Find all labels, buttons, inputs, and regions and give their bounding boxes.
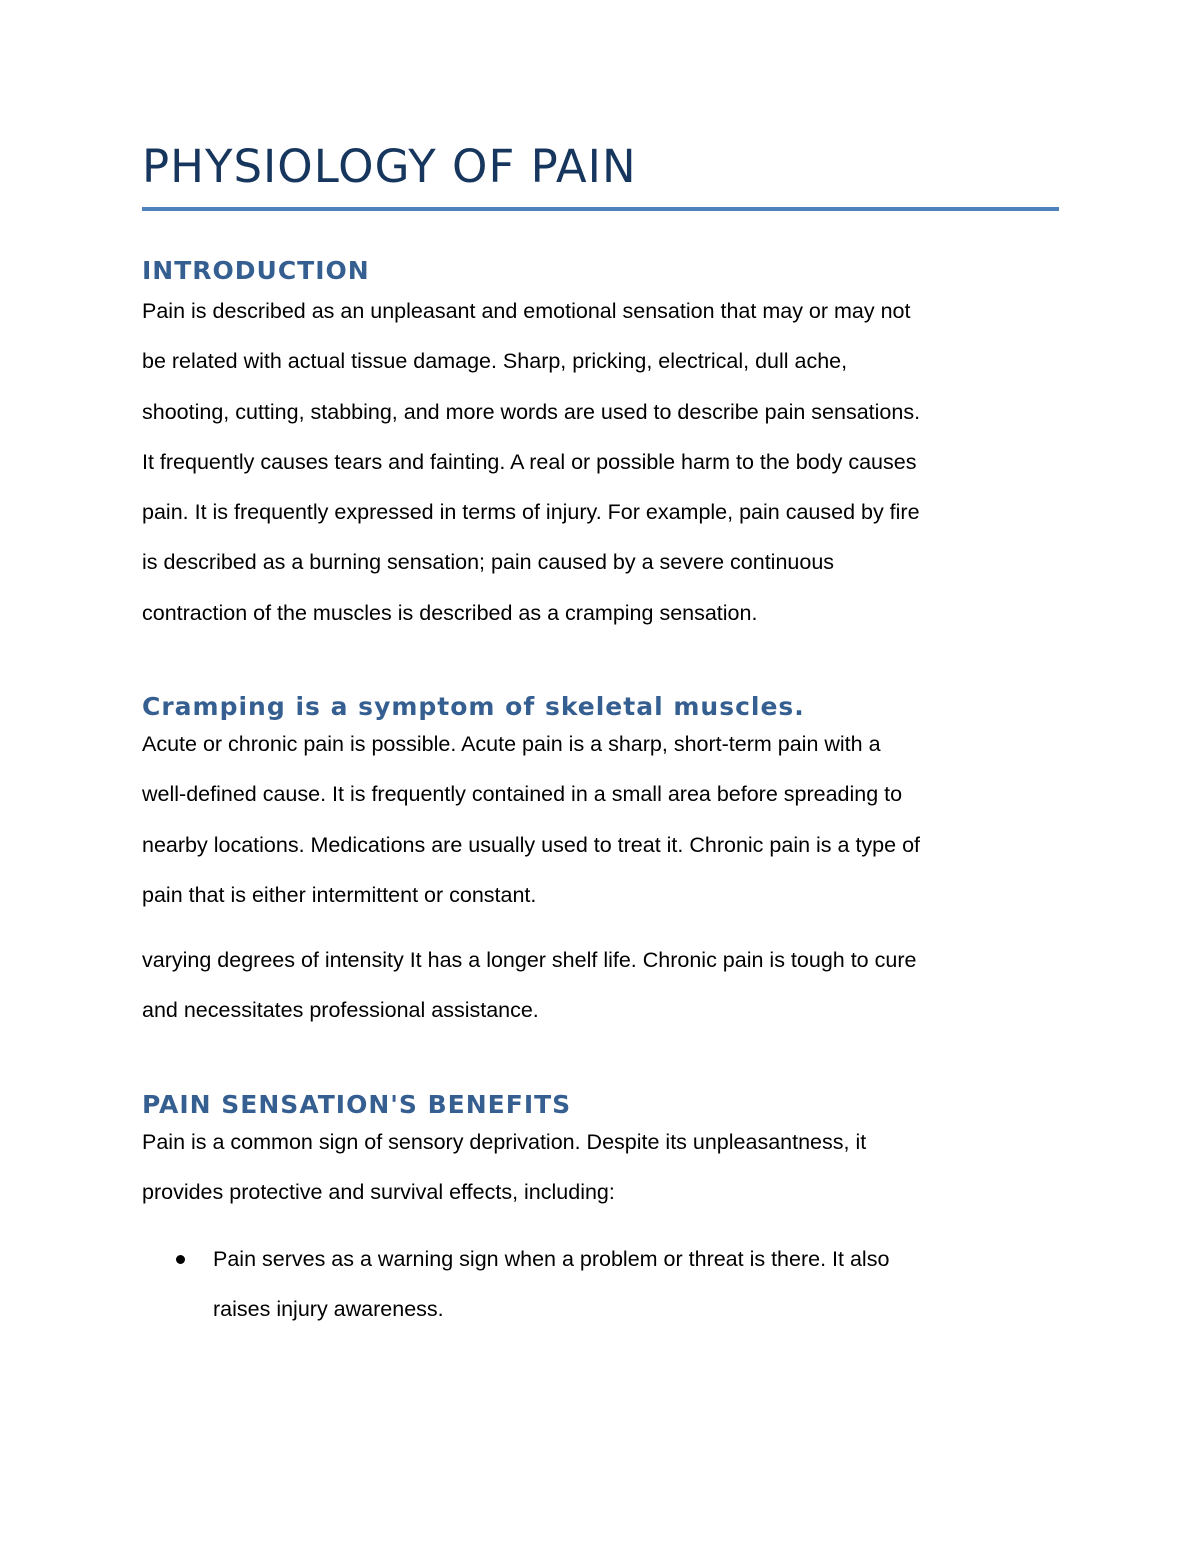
benefits-paragraph xyxy=(142,1117,1059,1218)
text-line: and necessitates professional assistance. xyxy=(142,998,539,1023)
text-line: well-defined cause. It is frequently contained in a small area before spreading to xyxy=(142,782,903,807)
text-line: contraction of the muscles is described as a cramping sensation. xyxy=(142,600,758,625)
text-line: varying degrees of intensity It has a longer shelf life. Chronic pain is tough to cure xyxy=(142,948,917,972)
heading-pain-benefits: PAIN SENSATION'S BENEFITS xyxy=(142,1090,572,1119)
text-line: shooting, cutting, stabbing, and more words are used to describe pain sensations. xyxy=(142,399,921,424)
list-item xyxy=(142,1234,1059,1335)
text-line: provides protective and survival effects, including: xyxy=(142,1180,615,1205)
text-line: be related with actual tissue damage. Sharp, pricking, electrical, dull ache, xyxy=(142,349,848,374)
text-line: raises injury awareness. xyxy=(213,1297,444,1322)
text-line: It frequently causes tears and fainting. A real or possible harm to the body causes xyxy=(142,449,917,474)
bullet-icon xyxy=(176,1255,185,1264)
text-line: is described as a burning sensation; pain caused by a severe continuous xyxy=(142,550,835,575)
document-title: PHYSIOLOGY OF PAIN xyxy=(142,140,637,193)
benefits-list xyxy=(142,1234,1059,1335)
text-line: Pain is a common sign of sensory deprivation. Despite its unpleasantness, it xyxy=(142,1130,867,1154)
text-line: Pain is described as an unpleasant and emotional sensation that may or may not xyxy=(142,299,911,323)
heading-cramping: Cramping is a symptom of skeletal muscles. xyxy=(142,692,805,721)
text-line: pain. It is frequently expressed in terms of injury. For example, pain caused by fire xyxy=(142,500,920,525)
acute-chronic-paragraph xyxy=(142,719,1059,920)
text-line: Pain serves as a warning sign when a problem or threat is there. It also xyxy=(213,1247,890,1271)
intro-paragraph xyxy=(142,286,1059,638)
chronic-intensity-paragraph xyxy=(142,935,1059,1036)
text-line: nearby locations. Medications are usually used to treat it. Chronic pain is a type of xyxy=(142,832,920,857)
heading-introduction: INTRODUCTION xyxy=(142,256,370,285)
text-line: Acute or chronic pain is possible. Acute pain is a sharp, short-term pain with a xyxy=(142,732,881,756)
title-underline xyxy=(142,207,1059,211)
text-line: pain that is either intermittent or constant. xyxy=(142,882,537,907)
